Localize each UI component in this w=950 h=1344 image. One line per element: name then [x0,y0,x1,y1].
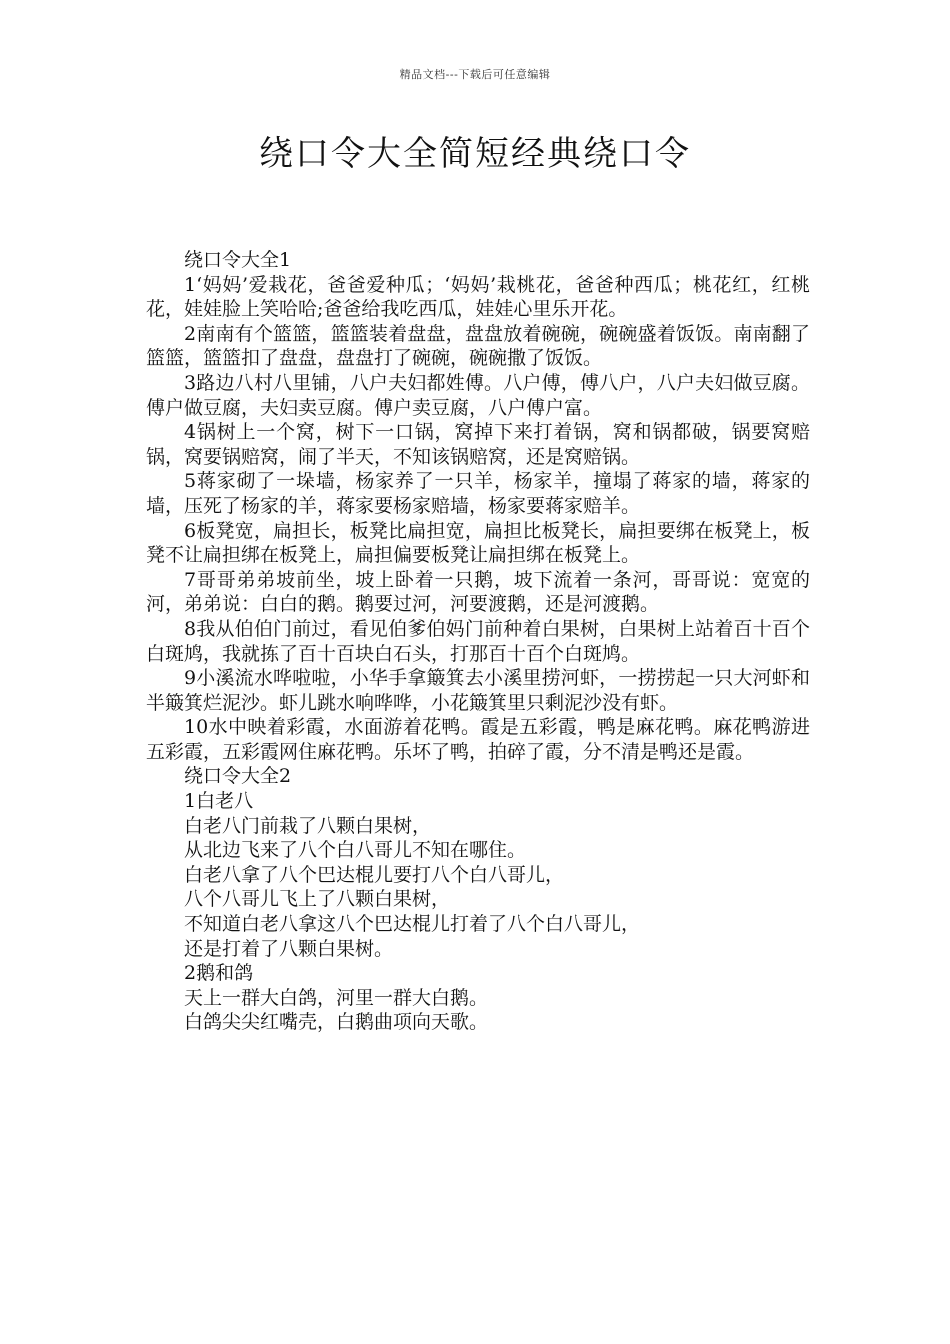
paragraph: 1‘妈妈’爱栽花，爸爸爱种瓜；‘妈妈’栽桃花，爸爸种西瓜；桃花红，红桃花，娃娃脸上笑哈哈;爸爸给我吃西瓜，娃娃心里乐开花。 [146,273,810,321]
poem-line: 还是打着了八颗白果树。 [184,937,394,960]
paragraph: 3路边八村八里铺，八户夫妇都姓傅。八户傅，傅八户，八户夫妇做豆腐。傅户做豆腐，夫妇卖豆腐。傅户卖豆腐，八户傅户富。 [146,371,810,419]
paragraph: 8我从伯伯门前过，看见伯爹伯妈门前种着白果树，白果树上站着百十百个白斑鸠，我就拣了百十百块白石头，打那百十百个白斑鸠。 [146,617,810,665]
paragraph: 9小溪流水哗啦啦，小华手拿簸箕去小溪里捞河虾，一捞捞起一只大河虾和半簸箕烂泥沙。虾儿跳水响哗哗，小花簸箕里只剩泥沙没有虾。 [146,667,810,714]
paragraph: 6板凳宽，扁担长，板凳比扁担宽，扁担比板凳长，扁担要绑在板凳上，板凳不让扁担绑在板凳上，扁担偏要板凳让扁担绑在板凳上。 [146,519,810,567]
poem-line: 从北边飞来了八个白八哥儿不知在哪住。 [184,839,527,862]
poem-line: 不知道白老八拿这八个巴达棍儿打着了八个白八哥儿， [184,913,641,936]
paragraph: 10水中映着彩霞，水面游着花鸭。霞是五彩霞，鸭是麻花鸭。麻花鸭游进五彩霞，五彩霞网住麻花鸭。乐坏了鸭，拍碎了霞，分不清是鸭还是霞。 [146,716,810,763]
poem-title: 1白老八 [184,790,254,813]
page-header-note: 精品文档---下载后可任意编辑 [399,68,551,81]
poem-line: 八个八哥儿飞上了八颗白果树， [184,888,451,911]
section-heading: 绕口令大全1 [184,249,292,271]
poem-line: 白老八拿了八个巴达棍儿要打八个白八哥儿， [184,863,565,886]
paragraph: 7哥哥弟弟坡前坐，坡上卧着一只鹅，坡下流着一条河，哥哥说：宽宽的河，弟弟说：白白的鹅。鹅要过河，河要渡鹅，还是河渡鹅。 [146,568,810,616]
poem-line: 天上一群大白鸽，河里一群大白鹅。 [184,986,489,1009]
poem-title: 2鹅和鸽 [184,962,254,985]
document-title: 绕口令大全简短经典绕口令 [259,134,691,174]
poem-line: 白鸽尖尖红嘴壳，白鹅曲项向天歌。 [184,1011,489,1034]
paragraph: 4锅树上一个窝，树下一口锅，窝掉下来打着锅，窝和锅都破，锅要窝赔锅，窝要锅赔窝，闹了半天，不知该锅赔窝，还是窝赔锅。 [146,421,810,468]
poem-line: 白老八门前栽了八颗白果树， [184,814,432,837]
paragraph: 5蒋家砌了一垛墙，杨家养了一只羊，杨家羊，撞塌了蒋家的墙，蒋家的墙，压死了杨家的羊，蒋家要杨家赔墙，杨家要蒋家赔羊。 [146,470,810,517]
section-heading: 绕口令大全2 [184,765,292,788]
paragraph: 2南南有个篮篮，篮篮装着盘盘，盘盘放着碗碗，碗碗盛着饭饭。南南翻了篮篮，篮篮扣了盘盘，盘盘打了碗碗，碗碗撒了饭饭。 [146,322,810,370]
document-body [146,248,810,1035]
